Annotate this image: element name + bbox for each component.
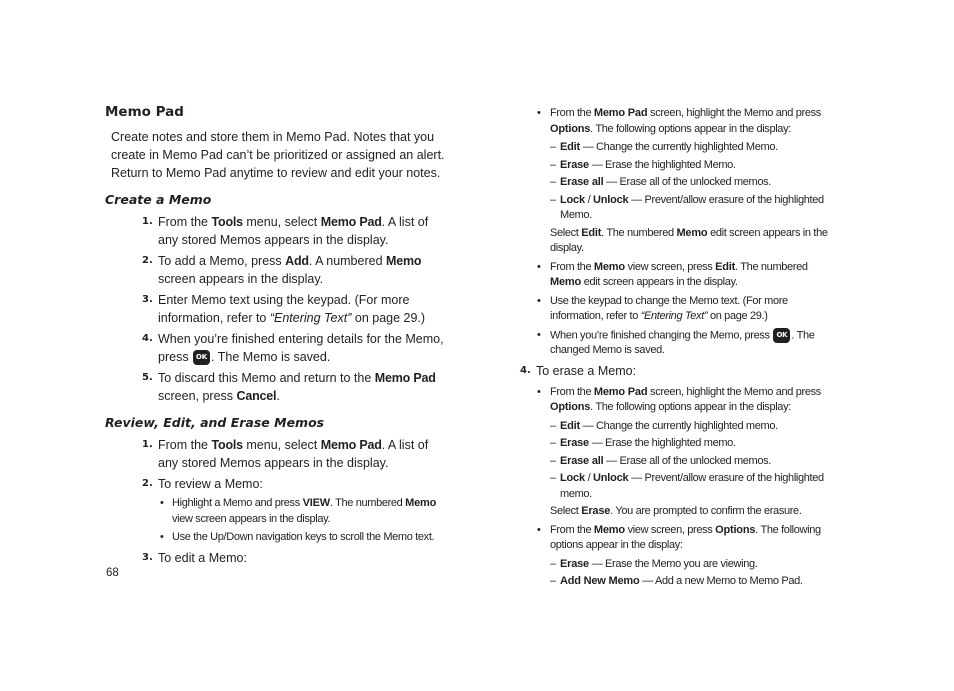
bullet-icon: •	[537, 328, 541, 341]
erase-option-erase: – Erase — Erase the highlighted memo.	[550, 437, 736, 450]
step-number: 2.	[142, 478, 153, 489]
edit-lock-continuation: Select Edit. The numbered Memo edit screen appears in the display.	[550, 226, 828, 254]
bullet-icon: •	[160, 531, 164, 543]
bullet-icon: •	[537, 294, 541, 307]
step-number: 3.	[142, 294, 153, 305]
step-number: 4.	[142, 333, 153, 344]
create-step-2: 2. To add a Memo, press Add. A numbered Memo screen appears in the display.	[142, 254, 422, 286]
edit-option-lock: – Lock / Unlock — Prevent/allow erasure of the highlighted Memo.	[550, 193, 824, 221]
review-bullet-2: • Use the Up/Down navigation keys to scroll the Memo text.	[105, 530, 450, 546]
left-column	[105, 104, 450, 570]
step-number: 3.	[142, 551, 153, 563]
cross-reference: “Entering Text”	[269, 311, 352, 325]
view-option-add-new-memo: – Add New Memo — Add a new Memo to Memo Pad.	[550, 575, 803, 588]
review-step-1: 1. From the Tools menu, select Memo Pad. A list of any stored Memos appears in the display.	[142, 438, 429, 470]
erase-bullet-1: • From the Memo Pad screen, highlight the Memo and press Options. The following options appear in the display:	[537, 385, 821, 414]
edit-option-erase-all: – Erase all — Erase all of the unlocked memos.	[550, 176, 771, 188]
right-column	[520, 106, 840, 592]
section-title: Memo Pad	[105, 104, 184, 120]
erase-option-lock: – Lock / Unlock — Prevent/allow erasure of the highlighted memo.	[550, 472, 824, 500]
cross-reference: “Entering Text”	[640, 310, 708, 322]
view-option-erase: – Erase — Erase the Memo you are viewing.	[550, 557, 758, 570]
review-step-3: 3. To edit a Memo:	[142, 550, 247, 565]
review-bullet-1: • Highlight a Memo and press VIEW. The numbered Memo view screen appears in the display.	[160, 497, 437, 525]
page-number: 68	[106, 567, 119, 579]
erase-lock-continuation: Select Erase. You are prompted to confirm the erasure.	[550, 505, 802, 518]
edit-bullet-3: • Use the keypad to change the Memo text. (For more information, refer to “Entering Text” on page 29.)	[537, 294, 788, 322]
step-number: 1.	[142, 439, 153, 450]
ok-key-icon: OK	[773, 328, 790, 343]
create-step-4: 4. When you’re finished entering details for the Memo, press OK . The Memo is saved.	[142, 332, 444, 364]
edit-option-edit: – Edit — Change the currently highlighted Memo.	[550, 141, 778, 153]
bullet-icon: •	[537, 523, 541, 536]
intro-paragraph: Create notes and store them in Memo Pad. Notes that you create in Memo Pad can’t be prioritized or assigned an alert. Return to Memo Pad anytime to review and edit your notes.	[111, 130, 445, 180]
step-number: 5.	[142, 372, 153, 383]
create-step-1: 1. From the Tools menu, select Memo Pad. A list of any stored Memos appears in the display.	[142, 215, 429, 247]
bullet-icon: •	[537, 107, 541, 119]
erase-step-4: 4. To erase a Memo:	[520, 363, 637, 378]
edit-option-erase: – Erase — Erase the highlighted Memo.	[550, 158, 736, 171]
review-step-2: 2. To review a Memo:	[142, 477, 263, 491]
erase-bullet-2: • From the Memo view screen, press Options. The following options appear in the display:	[537, 523, 821, 552]
erase-option-erase-all: – Erase all — Erase all of the unlocked memos.	[550, 454, 771, 467]
create-step-5: 5. To discard this Memo and return to the Memo Pad screen, press Cancel.	[142, 371, 436, 403]
review-heading: Review, Edit, and Erase Memos	[105, 415, 325, 430]
bullet-icon: •	[537, 385, 541, 398]
edit-bullet-2: • From the Memo view screen, press Edit. The numbered Memo edit screen appears in the display.	[537, 260, 808, 288]
bullet-icon: •	[537, 260, 541, 273]
bullet-icon: •	[160, 497, 164, 509]
create-step-3: 3. Enter Memo text using the keypad. (For more information, refer to “Entering Text” on page 29.)	[142, 293, 426, 325]
step-number: 1.	[142, 216, 153, 227]
edit-bullet-4: • When you’re finished changing the Memo, press OK . The changed Memo is saved.	[537, 328, 815, 357]
step-number: 2.	[142, 255, 153, 266]
step-number: 4.	[520, 364, 531, 376]
ok-key-icon: OK	[193, 350, 210, 365]
edit-bullet-1: • From the Memo Pad screen, highlight the Memo and press Options. The following options appear in the display:	[537, 107, 821, 135]
erase-option-edit: – Edit — Change the currently highlighted memo.	[550, 419, 778, 432]
create-memo-heading: Create a Memo	[105, 192, 212, 207]
